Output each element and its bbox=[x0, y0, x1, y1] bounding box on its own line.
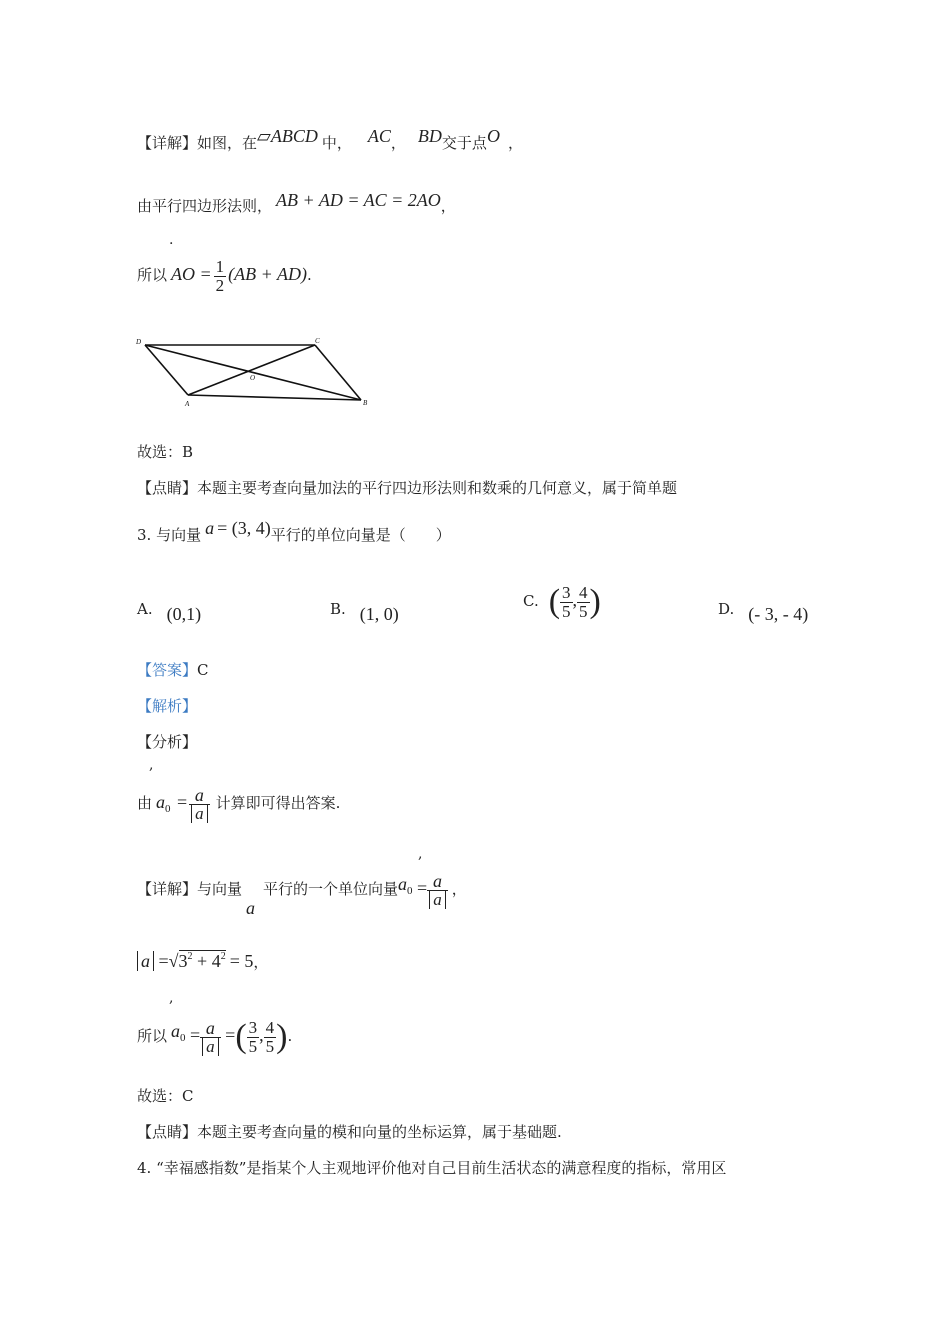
so-a0: $a_0$ bbox=[171, 1021, 186, 1044]
detail-den bbox=[427, 891, 448, 909]
so-fraction bbox=[200, 1019, 221, 1056]
option-b-value: (1, 0) bbox=[359, 604, 399, 624]
fenxi-a0: $a_0$ bbox=[156, 792, 171, 815]
detail-a0: $a_0$ bbox=[398, 874, 413, 897]
option-c-lparen: ( bbox=[548, 583, 561, 620]
so-rhs: (AB + AD) bbox=[228, 264, 307, 284]
q3-so-text: 所以 bbox=[137, 1027, 168, 1045]
so-d1: 5 bbox=[248, 1036, 258, 1056]
q3-detail-end: ， bbox=[451, 880, 467, 898]
fenxi-tag: 【分析】 bbox=[137, 733, 198, 751]
q2-answer: 故选：B bbox=[137, 443, 194, 461]
edge-ad bbox=[145, 345, 188, 395]
norm-abs-a: a bbox=[137, 951, 154, 971]
one-half-fraction bbox=[214, 258, 227, 295]
sqrt-radicand: $3^2 + 4^2$ bbox=[178, 951, 226, 971]
label-o: O bbox=[250, 374, 256, 382]
detail-end: ， bbox=[507, 134, 523, 152]
q3-so-end: . bbox=[287, 1027, 293, 1045]
detail-tag: 【详解】 bbox=[137, 134, 198, 152]
option-d-letter: D. bbox=[718, 600, 735, 618]
parallelogram-abcd: ▱ABCD bbox=[257, 126, 318, 146]
q3-answer-line bbox=[137, 660, 209, 680]
analysis-tag: 【解析】 bbox=[137, 697, 198, 715]
detail-num: a bbox=[427, 872, 448, 891]
option-b bbox=[330, 600, 399, 624]
q3-stem-suffix: 平行的单位向量是（ ） bbox=[270, 526, 451, 544]
option-a-letter: A. bbox=[137, 600, 153, 618]
vector-dot-mark-3: , bbox=[418, 846, 423, 862]
option-c-letter: C. bbox=[523, 592, 539, 610]
point-o: O bbox=[486, 126, 500, 146]
edge-ba bbox=[188, 395, 361, 400]
so-n1: 3 bbox=[248, 1017, 258, 1037]
rule-formula: AB + AD = AC = 2AO bbox=[276, 190, 441, 210]
detail-abs: a bbox=[429, 890, 446, 909]
q3-vector-a: a bbox=[205, 518, 215, 538]
option-c-n1: 3 bbox=[562, 582, 571, 602]
so-lparen: ( bbox=[235, 1018, 247, 1055]
option-c-rparen: ) bbox=[589, 583, 601, 620]
so-n2: 4 bbox=[265, 1017, 275, 1037]
diagonal-db bbox=[145, 345, 361, 400]
detail-fraction bbox=[427, 872, 448, 909]
so-lhs: AO = bbox=[171, 264, 212, 284]
detail-zhong: 中， bbox=[321, 134, 352, 152]
detail-comma: ， bbox=[390, 134, 406, 152]
fenxi-line bbox=[137, 778, 340, 833]
vector-ac: AC bbox=[367, 126, 391, 146]
diagonal-ac bbox=[188, 345, 315, 395]
vector-dot-mark: . bbox=[169, 232, 174, 248]
answer-tag: 【答案】 bbox=[137, 661, 198, 679]
sqrt-sign: √ bbox=[168, 951, 179, 971]
detail-text: 如图，在 bbox=[197, 134, 258, 152]
rule-text: 由平行四边形法则， bbox=[137, 197, 273, 215]
fenxi-den bbox=[189, 805, 210, 823]
label-d: D bbox=[136, 338, 142, 346]
q3-detail-line bbox=[137, 864, 467, 919]
so-text: 所以 bbox=[137, 266, 168, 284]
option-c-comma: , bbox=[572, 590, 578, 610]
option-c bbox=[523, 578, 601, 624]
q3-detail-text1: 与向量 bbox=[197, 880, 243, 898]
norm-eq1: = bbox=[154, 951, 169, 971]
option-a bbox=[137, 600, 202, 624]
fenxi-prefix: 由 bbox=[137, 794, 153, 812]
option-c-d2: 5 bbox=[579, 601, 588, 621]
q3-detail-vec-a: a bbox=[246, 898, 256, 918]
fenxi-abs: a bbox=[191, 804, 208, 823]
q3-vector-value: = (3, 4) bbox=[217, 518, 271, 538]
q2-comment: 【点睛】本题主要考查向量加法的平行四边形法则和数乘的几何意义，属于简单题 bbox=[137, 479, 678, 497]
parallelogram-figure bbox=[133, 335, 373, 415]
q2-rule-line bbox=[137, 190, 456, 216]
option-d bbox=[718, 600, 809, 624]
q2-detail-line bbox=[137, 126, 523, 153]
q3-detail-tag: 【详解】 bbox=[137, 880, 198, 898]
q2-so-line bbox=[137, 254, 312, 295]
so-num: a bbox=[200, 1019, 221, 1038]
detail-jiaoyu: 交于点 bbox=[441, 134, 487, 152]
so-eq1: = bbox=[185, 1025, 201, 1045]
so-rparen: ) bbox=[276, 1018, 288, 1055]
option-c-frac1 bbox=[560, 584, 573, 621]
norm-value: = 5 bbox=[229, 951, 254, 971]
option-c-frac2 bbox=[577, 584, 590, 621]
q3-stem bbox=[137, 518, 451, 545]
so-frac2 bbox=[264, 1019, 277, 1056]
option-a-value: (0,1) bbox=[166, 604, 202, 624]
rule-end: ， bbox=[440, 197, 456, 215]
q3-detail-text2: 平行的一个单位向量 bbox=[263, 880, 399, 898]
option-b-letter: B. bbox=[330, 600, 346, 618]
q3-so-line bbox=[137, 1010, 292, 1067]
label-c: C bbox=[315, 337, 320, 345]
vector-bd: BD bbox=[417, 126, 442, 146]
vector-dot-mark-4: , bbox=[169, 990, 174, 1006]
q3-comment: 【点睛】本题主要考查向量的模和向量的坐标运算，属于基础题. bbox=[137, 1123, 562, 1141]
so-frac1 bbox=[247, 1019, 260, 1056]
q4-stem: 4. “幸福感指数”是指某个人主观地评价他对自己目前生活状态的满意程度的指标，常用区 bbox=[137, 1159, 727, 1177]
norm-end: ， bbox=[253, 953, 269, 971]
fenxi-suffix: 计算即可得出答案. bbox=[215, 794, 341, 812]
detail-eq: = bbox=[412, 878, 428, 898]
so-eq2: = bbox=[220, 1025, 236, 1045]
option-c-d1: 5 bbox=[562, 601, 571, 621]
option-d-value: (- 3, - 4) bbox=[748, 604, 809, 624]
label-b: B bbox=[363, 399, 368, 407]
half-denominator: 2 bbox=[215, 275, 225, 295]
fenxi-num: a bbox=[189, 786, 210, 805]
so-den bbox=[200, 1038, 221, 1056]
q3-stem-prefix: 3. 与向量 bbox=[137, 526, 202, 544]
so-end: . bbox=[306, 266, 312, 284]
option-c-n2: 4 bbox=[579, 582, 588, 602]
so-abs: a bbox=[202, 1037, 219, 1056]
half-numerator: 1 bbox=[215, 256, 225, 276]
vector-dot-mark-2: , bbox=[149, 757, 154, 773]
so-comma: , bbox=[259, 1025, 264, 1045]
answer-value: C bbox=[197, 661, 209, 679]
fenxi-fraction bbox=[189, 786, 210, 823]
fenxi-eq: = bbox=[172, 792, 188, 812]
q3-final: 故选：C bbox=[137, 1087, 194, 1105]
label-a: A bbox=[185, 400, 190, 408]
norm-line bbox=[137, 943, 268, 976]
so-d2: 5 bbox=[265, 1036, 275, 1056]
edge-cb bbox=[315, 345, 361, 400]
